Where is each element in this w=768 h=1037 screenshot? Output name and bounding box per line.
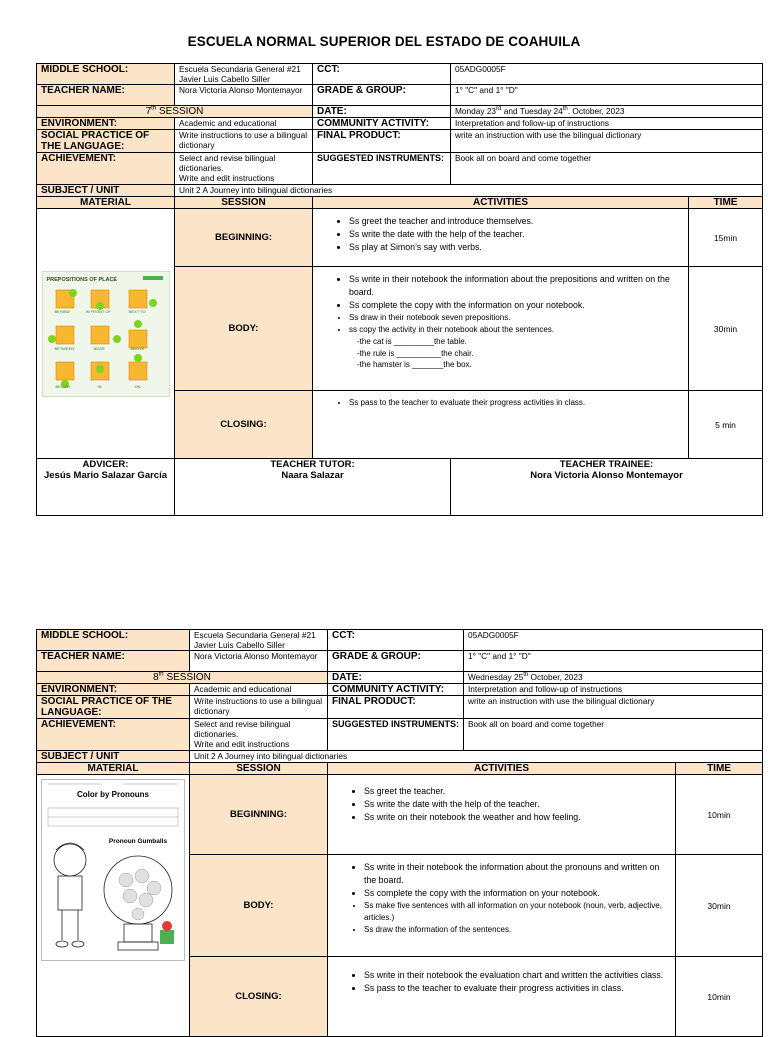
document-title: ESCUELA NORMAL SUPERIOR DEL ESTADO DE COAHUILA (187, 34, 581, 49)
teacher-name-label: TEACHER NAME: (37, 85, 175, 106)
date-text-2: and Tuesday 24 (501, 106, 563, 116)
body-stage: BODY: (175, 267, 313, 391)
closing-time: 10min (676, 957, 763, 1037)
teacher-name-value: Nora Victoria Alonso Montemayor (175, 85, 313, 106)
suggested-instruments-value: Book all on board and come together (464, 719, 763, 751)
beginning-activities (313, 209, 689, 267)
material-header: MATERIAL (37, 763, 190, 775)
poster-logo (143, 276, 163, 280)
date-sup-1: th (523, 672, 529, 679)
poster-label: BETWEEN (54, 345, 75, 351)
final-product-value: write an instruction with use the bilingual dictionary (451, 130, 763, 153)
poster-label: BELOW (55, 383, 70, 389)
material-image-cell (37, 775, 190, 1037)
achievement-value (190, 719, 328, 751)
environment-label: ENVIRONMENT: (37, 684, 190, 696)
final-product-label: FINAL PRODUCT: (328, 696, 464, 719)
poster-label: ON (134, 383, 141, 389)
middle-school-value: Escuela Secundaria General #21 Javier Luis Cabello Siller (175, 64, 313, 85)
session-number: 8 (153, 672, 159, 683)
date-sup-1: rd (496, 106, 502, 113)
teacher-name-value: Nora Victoria Alonso Montemayor (190, 651, 328, 672)
activity-item: • Ss write the date with the help of the teacher. (349, 228, 684, 241)
sentence-exercise: -the cat is _________the table. (357, 337, 467, 346)
sentence-exercise: -the hamster is _______the box. (357, 360, 472, 369)
lesson-plan-session-8 (36, 629, 763, 1037)
tutor-label: TEACHER TUTOR: (270, 459, 355, 470)
subject-unit-label: SUBJECT / UNIT (37, 185, 175, 197)
activity-item: • Ss greet the teacher and introduce themselves. (349, 215, 684, 228)
achievement-value (175, 153, 313, 185)
poster-label: IN (97, 383, 102, 389)
suggested-instruments-label: SUGGESTED INSTRUMENTS: (328, 719, 464, 751)
poster-label: BEHIND (54, 308, 70, 314)
activity-item: • Ss greet the teacher. (364, 785, 671, 798)
activity-item: • Ss draw in their notebook seven prepositions. (349, 312, 684, 324)
poster-label: IN FRONT OF (85, 308, 111, 314)
poster-title: PREPOSITIONS OF PLACE (46, 276, 118, 283)
prepositions-poster-image (42, 271, 170, 397)
session-header (37, 106, 313, 118)
session-suffix: th (151, 105, 157, 112)
activity-item: • Ss write in their notebook the information about the prepositions and written on the board. (349, 273, 684, 299)
community-activity-value: Interpretation and follow-up of instructions (464, 684, 763, 696)
grade-group-value: 1° "C" and 1° "D" (451, 85, 763, 106)
achievement-line-2: Write and edit instructions (194, 739, 290, 749)
session-header (37, 672, 328, 684)
activity-item: • Ss play at Simon’s say with verbs. (349, 241, 684, 254)
environment-label: ENVIRONMENT: (37, 118, 175, 130)
subject-unit-label: SUBJECT / UNIT (37, 751, 190, 763)
achievement-label: ACHIEVEMENT: (37, 719, 190, 751)
suggested-instruments-value: Book all on board and come together (451, 153, 763, 185)
middle-school-label: MIDDLE SCHOOL: (37, 64, 175, 85)
worksheet-title: Color by Pronouns (77, 790, 149, 799)
community-activity-label: COMMUNITY ACTIVITY: (328, 684, 464, 696)
worksheet-illustration (42, 780, 184, 960)
time-header: TIME (689, 197, 763, 209)
subject-unit-value: Unit 2 A Journey into bilingual dictionaries (175, 185, 763, 197)
beginning-time: 15min (689, 209, 763, 267)
pronoun-worksheet-image (41, 779, 185, 961)
activities-header: ACTIVITIES (313, 197, 689, 209)
middle-school-label: MIDDLE SCHOOL: (37, 630, 190, 651)
date-label: DATE: (313, 106, 451, 118)
session-suffix: th (158, 671, 164, 678)
achievement-line-1: Select and revise bilingual dictionaries. (179, 153, 276, 173)
closing-stage: CLOSING: (190, 957, 328, 1037)
adviser-label: ADVICER: (82, 459, 129, 470)
beginning-time: 10min (676, 775, 763, 855)
cct-value: 05ADG0005F (451, 64, 763, 85)
session-word: SESSION (166, 672, 211, 683)
body-activities (313, 267, 689, 391)
activity-item: • ss copy the activity in their notebook about the sentences. (349, 324, 684, 336)
beginning-stage: BEGINNING: (175, 209, 313, 267)
trainee-label: TEACHER TRAINEE: (559, 459, 654, 470)
environment-value: Academic and educational (190, 684, 328, 696)
tutor-name: Naara Salazar (281, 470, 344, 481)
subject-unit-value: Unit 2 A Journey into bilingual dictionaries (190, 751, 763, 763)
material-image-cell (37, 209, 175, 459)
activity-item: • Ss pass to the teacher to evaluate their progress activities in class. (349, 397, 684, 409)
worksheet-subtitle: Pronoun Gumballs (108, 838, 168, 845)
activity-item: • Ss complete the copy with the information on your notebook. (364, 887, 671, 900)
lesson-plan-session-7 (36, 63, 763, 516)
achievement-line-2: Write and edit instructions (179, 173, 275, 183)
environment-value: Academic and educational (175, 118, 313, 130)
date-text-1: Wednesday 25 (468, 672, 524, 682)
date-value (451, 106, 763, 118)
session-number: 7 (145, 106, 152, 117)
achievement-line-1: Select and revise bilingual dictionaries. (194, 719, 291, 739)
date-label: DATE: (328, 672, 464, 684)
session-column-header: SESSION (175, 197, 313, 209)
cct-label: CCT: (313, 64, 451, 85)
body-time: 30min (689, 267, 763, 391)
grade-group-value: 1° "C" and 1° "D" (464, 651, 763, 672)
closing-stage: CLOSING: (175, 391, 313, 459)
cct-value: 05ADG0005F (464, 630, 763, 651)
middle-school-value: Escuela Secundaria General #21 Javier Luis Cabello Siller (190, 630, 328, 651)
date-text-1: Monday 23 (455, 106, 497, 116)
cct-label: CCT: (328, 630, 464, 651)
beginning-activities (328, 775, 676, 855)
final-product-value: write an instruction with use the bilingual dictionary (464, 696, 763, 719)
closing-time: 5 min (689, 391, 763, 459)
body-activities (328, 855, 676, 957)
beginning-stage: BEGINNING: (190, 775, 328, 855)
activity-item: • Ss make five sentences with all information on your notebook (noun, verb, adjective, articles.) (364, 900, 671, 924)
grade-group-label: GRADE & GROUP: (328, 651, 464, 672)
social-practice-label: SOCIAL PRACTICE OF THE LANGUAGE: (37, 696, 190, 719)
poster-label: NEAR (93, 345, 105, 351)
material-header: MATERIAL (37, 197, 175, 209)
activities-header: ACTIVITIES (328, 763, 676, 775)
date-text-3: . October, 2023 (567, 106, 625, 116)
time-header: TIME (676, 763, 763, 775)
social-practice-value: Write instructions to use a bilingual dictionary (190, 696, 328, 719)
prepositions-illustration (43, 284, 169, 394)
activity-item: • Ss pass to the teacher to evaluate their progress activities in class. (364, 982, 671, 995)
sentence-exercise: -the rule is __________the chair. (357, 348, 474, 358)
activity-item: • Ss write in their notebook the evaluation chart and written the activities class. (364, 969, 671, 982)
trainee-name: Nora Victoria Alonso Montemayor (530, 470, 683, 481)
poster-label: ABOVE (130, 345, 145, 351)
achievement-label: ACHIEVEMENT: (37, 153, 175, 185)
community-activity-label: COMMUNITY ACTIVITY: (313, 118, 451, 130)
activity-item: • Ss complete the copy with the information on your notebook. (349, 299, 684, 312)
closing-activities (328, 957, 676, 1037)
date-text-2: October, 2023 (528, 672, 583, 682)
session-word: SESSION (158, 106, 204, 117)
poster-label: NEXT TO (128, 308, 146, 314)
activity-item: • Ss write the date with the help of the teacher. (364, 798, 671, 811)
social-practice-value: Write instructions to use a bilingual dictionary (175, 130, 313, 153)
body-time: 30min (676, 855, 763, 957)
activity-item: • Ss write in their notebook the information about the pronouns and written on the board. (364, 861, 671, 887)
suggested-instruments-label: SUGGESTED INSTRUMENTS: (313, 153, 451, 185)
closing-activities (313, 391, 689, 459)
date-value (464, 672, 763, 684)
community-activity-value: Interpretation and follow-up of instructions (451, 118, 763, 130)
teacher-name-label: TEACHER NAME: (37, 651, 190, 672)
date-sup-2: th (562, 106, 568, 113)
final-product-label: FINAL PRODUCT: (313, 130, 451, 153)
activity-item: • Ss write on their notebook the weather and how feeling. (364, 811, 671, 824)
tutor-signature (175, 459, 451, 516)
trainee-signature (451, 459, 763, 516)
activity-item: • Ss draw the information of the sentences. (364, 924, 671, 936)
grade-group-label: GRADE & GROUP: (313, 85, 451, 106)
social-practice-label: SOCIAL PRACTICE OF THE LANGUAGE: (37, 130, 175, 153)
adviser-signature (37, 459, 175, 516)
session-column-header: SESSION (190, 763, 328, 775)
adviser-name: Jesús Mario Salazar García (43, 470, 168, 481)
body-stage: BODY: (190, 855, 328, 957)
